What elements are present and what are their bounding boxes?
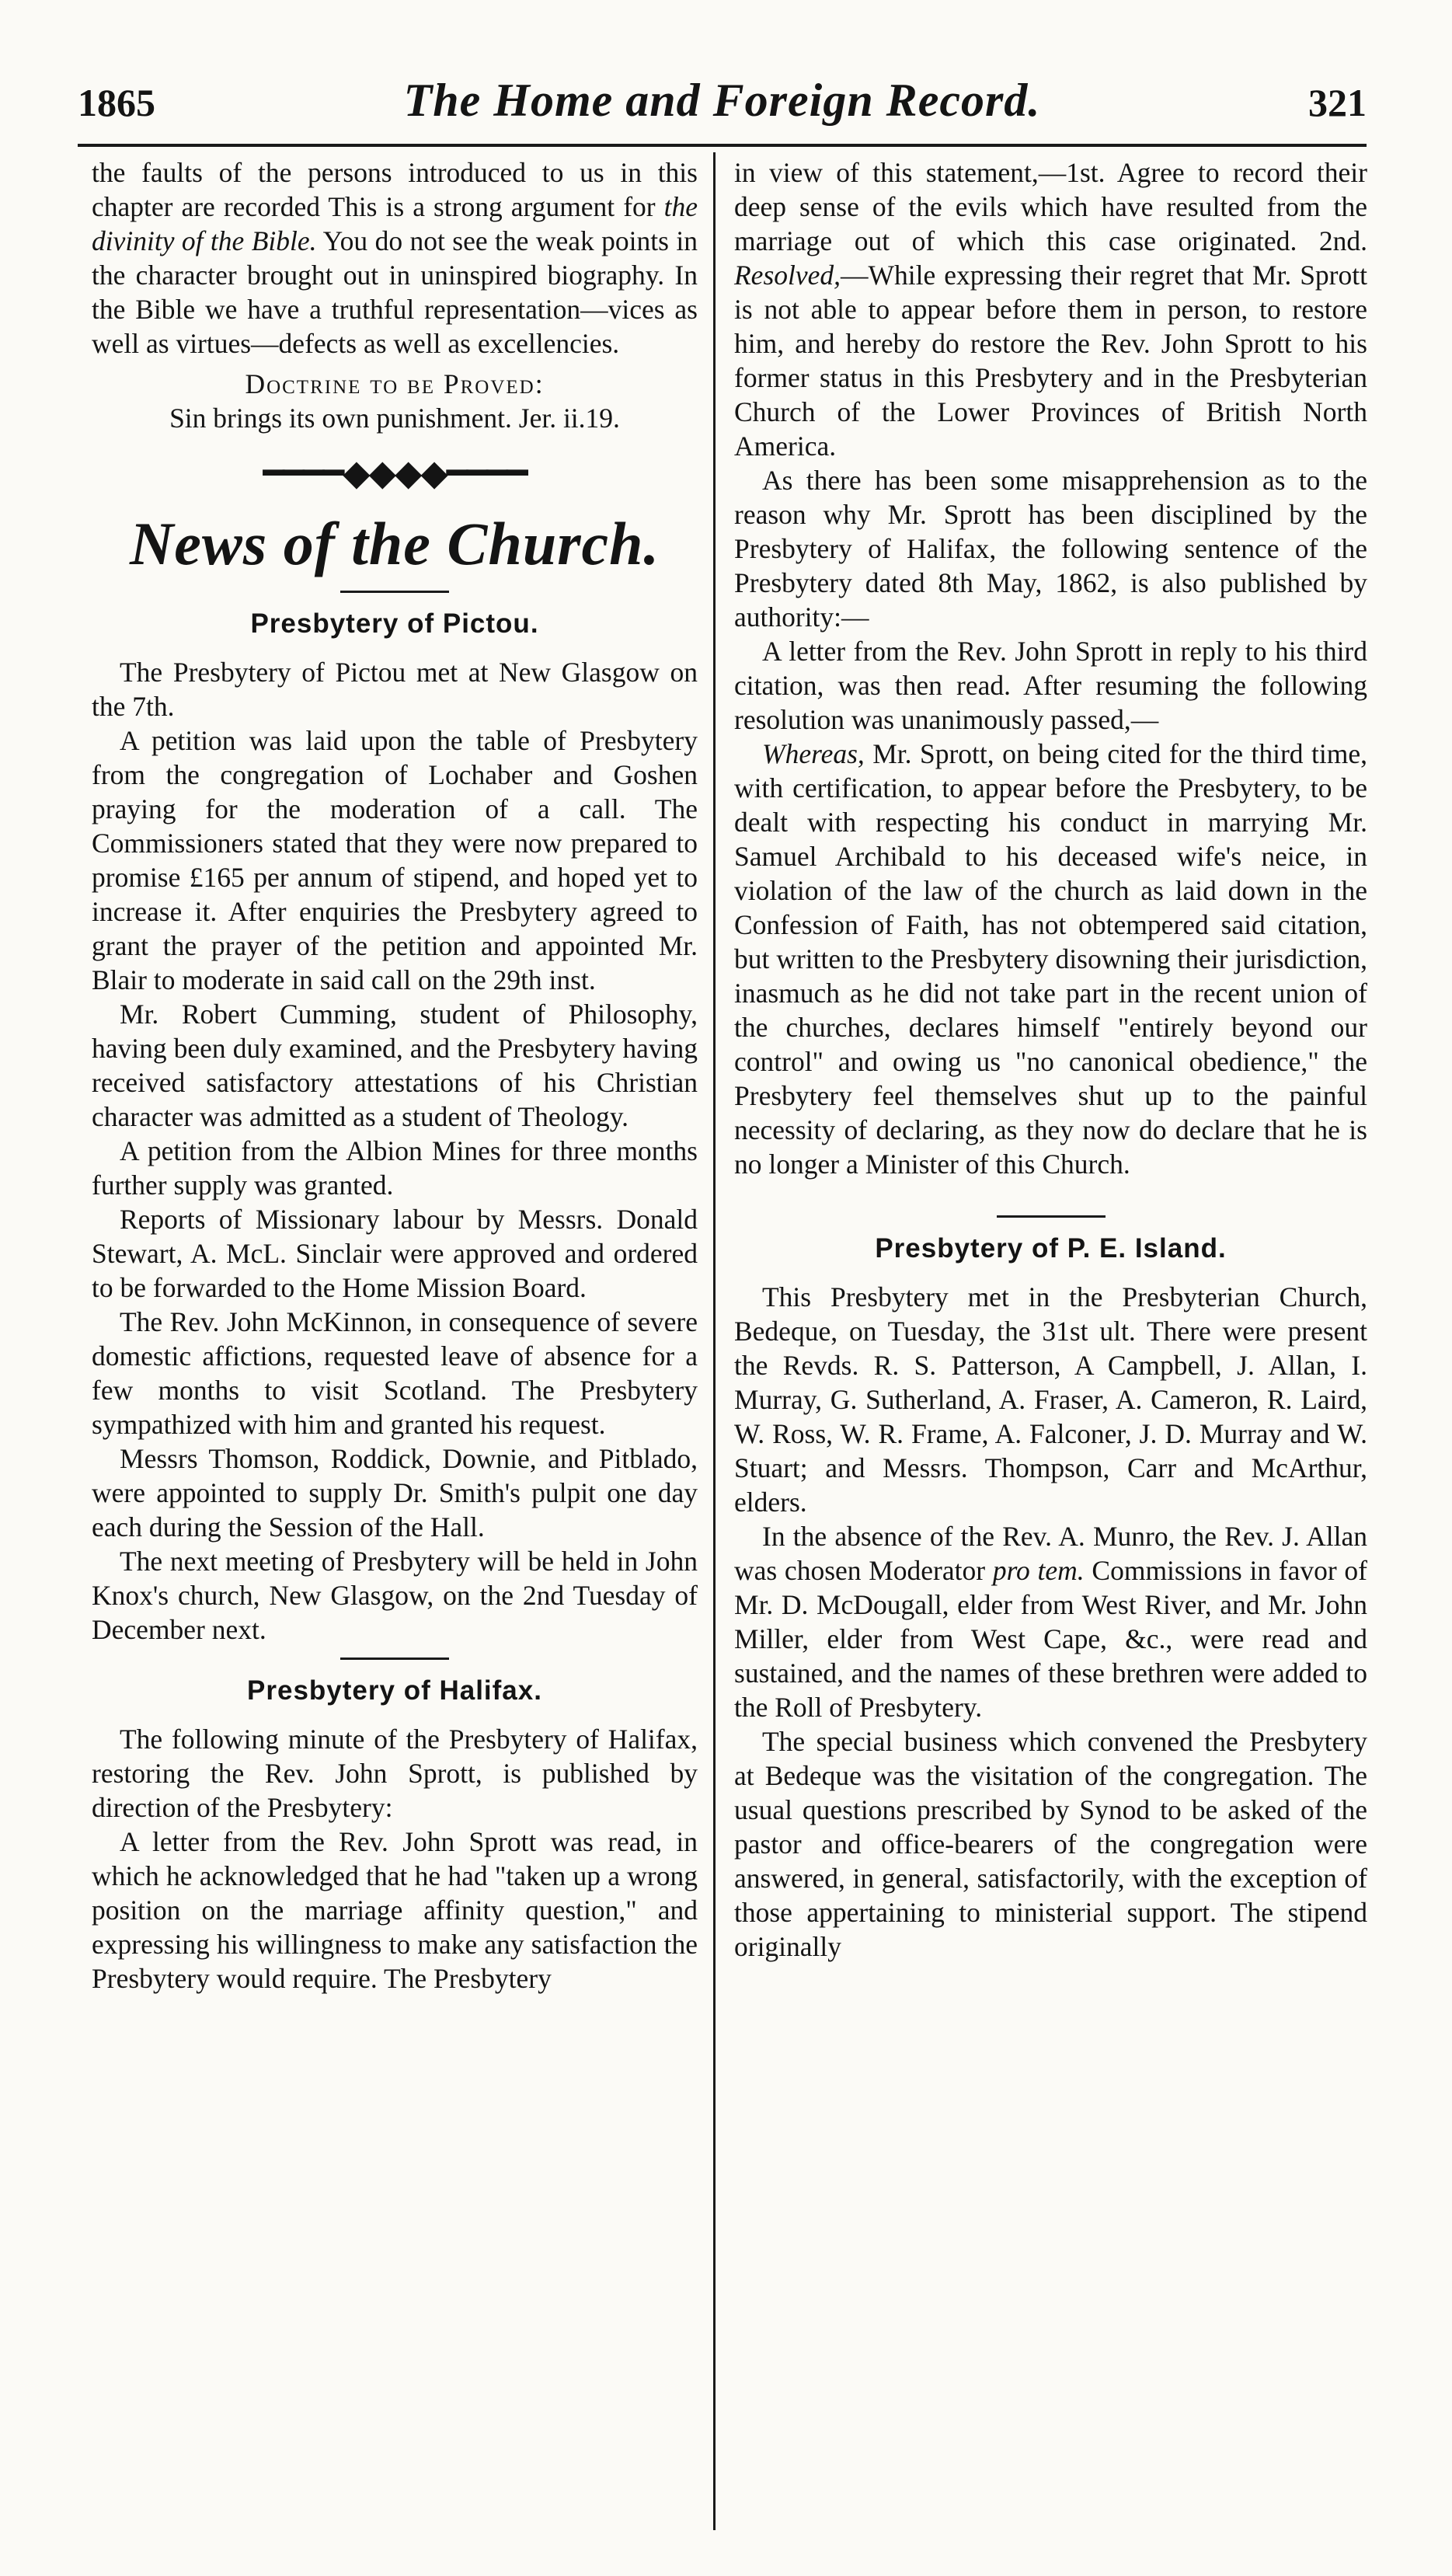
pictou-paragraph: The next meeting of Presbytery will be held in John Knox's church, New Glasgow, on the 2nd Tuesday of December next. (92, 1546, 698, 1645)
halifax-continued-paragraph: in view of this statement,—1st. Agree to record their deep sense of the evils which have resulted from the marriage out of which this case originated. 2nd. Resolved,—While expressing their regret that Mr. Sprott is not able to appear before them in person, to restore him, and hereby do restore the Rev. John Sprott to his former status in this Presbytery and in the Presbyterian Church of the Lower Provinces of British North America. (734, 157, 1367, 462)
header-rule (78, 144, 1367, 147)
header-year: 1865 (78, 81, 155, 124)
pei-heading: Presbytery of P. E. Island. (875, 1233, 1227, 1264)
doctrine-heading: Doctrine to be Proved: (245, 368, 545, 399)
pictou-paragraph: The Presbytery of Pictou met at New Glasgow on the 7th. (92, 657, 698, 722)
section-rule (340, 591, 449, 593)
whereas-paragraph: Whereas, Mr. Sprott, on being cited for the third time, with certification, to appear before the Presbytery, to be dealt with respecting his conduct in marrying Mr. Samuel Archibald to his deceased wife's neice, in violation of the law of the church as laid down in the Confession of Faith, has not obtempered said citation, but written to the Presbytery disowning their jurisdiction, inasmuch as he did not take part in the recent union of the churches, declares himself "entirely beyond our control" and owing us "no canonical obedience," the Presbytery feel themselves shut up to the painful necessity of declaring, as they now do declare that he is no longer a Minister of this Church. (734, 738, 1367, 1180)
doctrine-text: Sin brings its own punishment. Jer. ii.19. (169, 403, 620, 434)
running-header (78, 74, 1367, 144)
journal-title: The Home and Foreign Record. (403, 75, 1041, 126)
pei-paragraph: The special business which convened the Presbytery at Bedeque was the visitation of the congregation. The usual questions prescribed by Synod to be asked of the pastor and office-bearers of the congregation were answered, in general, satisfactorily, with the exception of those appertaining to ministerial support. The stipend originally (734, 1726, 1367, 1962)
intro-paragraph: the faults of the persons introduced to us in this chapter are recorded This is a strong argument for the divinity of the Bible. You do not see the weak points in the character brought out in uninspired biography. In the Bible we have a truthful representation—vices as well as virtues—defects as well as excellencies. (92, 157, 698, 359)
pictou-paragraph: Reports of Missionary labour by Messrs. Donald Stewart, A. McL. Sinclair were approved and ordered to be forwarded to the Home Mission Board. (92, 1204, 698, 1303)
column-divider (713, 152, 716, 2530)
halifax-paragraph: As there has been some misapprehension as to the reason why Mr. Sprott has been disciplined by the Presbytery of Halifax, the following sentence of the Presbytery dated 8th May, 1862, is also published by authority:— (734, 465, 1367, 633)
news-of-the-church-heading: News of the Church. (129, 510, 660, 577)
pictou-paragraph: A petition was laid upon the table of Presbytery from the congregation of Lochaber and Goshen praying for the moderation of a call. The Commissioners stated that they were now prepared to promise £165 per annum of stipend, and hoped yet to increase it. After enquiries the Presbytery agreed to grant the prayer of the petition and appointed Mr. Blair to moderate in said call on the 29th inst. (92, 725, 698, 995)
halifax-heading: Presbytery of Halifax. (247, 1675, 542, 1706)
section-rule (997, 1215, 1106, 1218)
ornament-divider: ━━━━◆◆◆◆━━━━ (263, 453, 527, 493)
pictou-paragraph: Messrs Thomson, Roddick, Downie, and Pitblado, were appointed to supply Dr. Smith's pulpit one day each during the Session of the Hall. (92, 1443, 698, 1542)
pictou-paragraph: A petition from the Albion Mines for three months further supply was granted. (92, 1135, 698, 1201)
pictou-paragraph: Mr. Robert Cumming, student of Philosophy, having been duly examined, and the Presbytery having received satisfactory attestations of his Christian character was admitted as a student of Theology. (92, 999, 698, 1132)
halifax-paragraph: A letter from the Rev. John Sprott in reply to his third citation, was then read. After resuming the following resolution was unanimously passed,— (734, 636, 1367, 735)
left-column (92, 155, 698, 1996)
pictou-paragraph: The Rev. John McKinnon, in consequence of severe domestic affictions, requested leave of absence for a few months to visit Scotland. The Presbytery sympathized with him and granted his request. (92, 1306, 698, 1440)
halifax-paragraph: The following minute of the Presbytery of Halifax, restoring the Rev. John Sprott, is published by direction of the Presbytery: (92, 1724, 698, 1823)
pictou-heading: Presbytery of Pictou. (250, 608, 539, 639)
pei-paragraph: In the absence of the Rev. A. Munro, the Rev. J. Allan was chosen Moderator pro tem. Commissions in favor of Mr. D. McDougall, elder from West River, and Mr. John Miller, elder from West Cape, &c., were read and sustained, and the names of these brethren were added to the Roll of Presbytery. (734, 1521, 1367, 1723)
page-number: 321 (1308, 81, 1367, 124)
right-column (734, 155, 1367, 1964)
halifax-paragraph: A letter from the Rev. John Sprott was read, in which he acknowledged that he had "taken up a wrong position on the marriage affinity question," and expressing his willingness to make any satisfaction the Presbytery would require. The Presbytery (92, 1826, 698, 1994)
pei-paragraph: This Presbytery met in the Presbyterian Church, Bedeque, on Tuesday, the 31st ult. There were present the Revds. R. S. Patterson, A Campbell, J. Allan, I. Murray, G. Sutherland, A. Fraser, A. Cameron, R. Laird, W. Ross, W. R. Frame, A. Falconer, J. D. Murray and W. Stuart; and Messrs. Thompson, Carr and McArthur, elders. (734, 1281, 1367, 1518)
section-rule (340, 1657, 449, 1660)
